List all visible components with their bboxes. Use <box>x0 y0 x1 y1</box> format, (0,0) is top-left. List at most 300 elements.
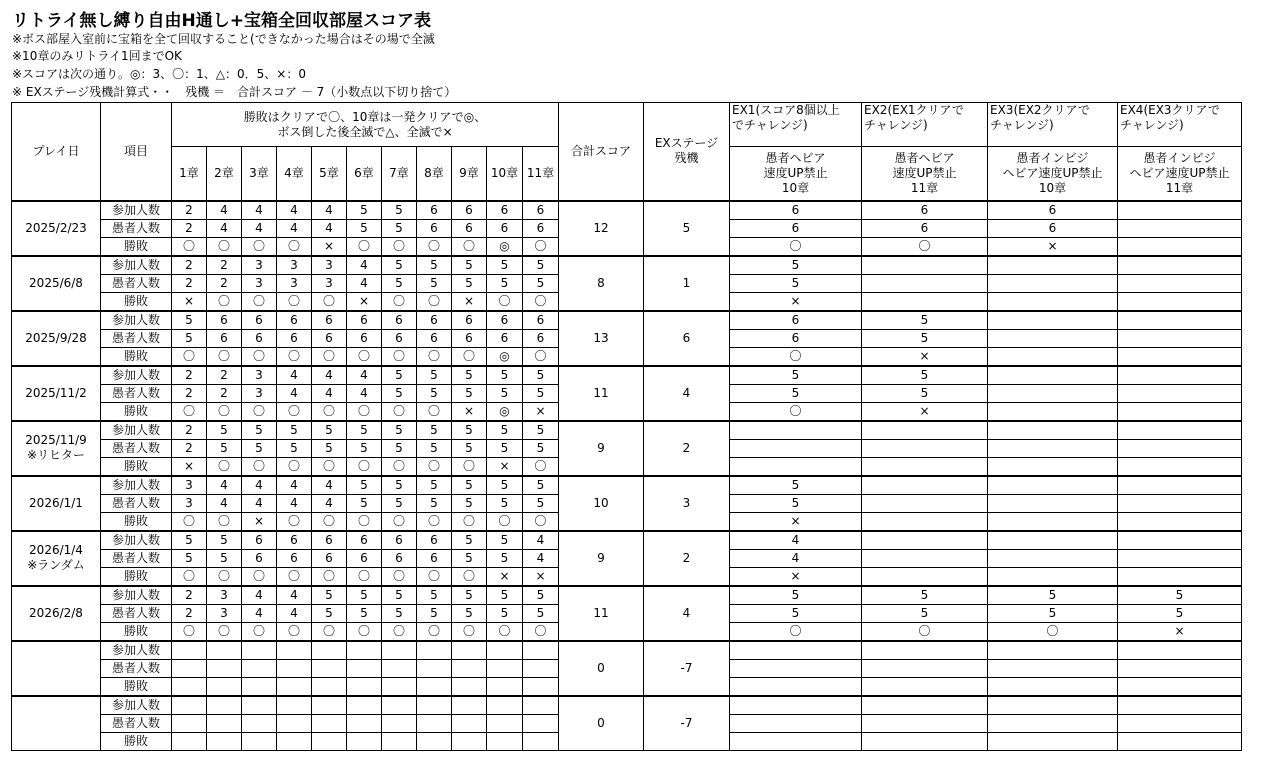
count-cell: 6 <box>207 330 242 348</box>
ex-lives-cell: 3 <box>644 476 730 531</box>
count-cell <box>277 641 312 660</box>
count-cell: 5 <box>382 366 417 385</box>
count-cell: 4 <box>242 495 277 513</box>
result-cell: × <box>452 293 487 311</box>
count-cell <box>382 696 417 715</box>
ex-cell: 4 <box>730 531 862 550</box>
result-cell: ◎ <box>487 403 523 421</box>
ex-cell <box>1118 513 1242 531</box>
ex-cell <box>988 348 1118 366</box>
count-cell: 4 <box>207 220 242 238</box>
result-cell <box>312 678 347 696</box>
ex-lives-cell: -7 <box>644 696 730 751</box>
row-label: 愚者人数 <box>101 660 172 678</box>
play-date: 2025/11/2 <box>25 385 87 400</box>
row-label: 勝敗 <box>101 403 172 421</box>
count-cell: 4 <box>277 220 312 238</box>
result-cell: 〇 <box>523 348 559 366</box>
result-cell: 〇 <box>242 348 277 366</box>
count-cell: 3 <box>242 275 277 293</box>
ex-condition <box>730 147 862 201</box>
ex-cell <box>988 641 1118 660</box>
count-cell <box>523 715 559 733</box>
ex-cell: 6 <box>862 201 988 220</box>
result-cell: 〇 <box>312 623 347 641</box>
count-cell: 4 <box>277 476 312 495</box>
row-label: 勝敗 <box>101 733 172 751</box>
row-label: 愚者人数 <box>101 330 172 348</box>
ex-cell: 5 <box>862 330 988 348</box>
play-date-cell <box>12 586 101 641</box>
total-score-cell: 0 <box>559 696 644 751</box>
result-cell: × <box>452 403 487 421</box>
count-cell <box>382 715 417 733</box>
ex-cell <box>862 568 988 586</box>
count-cell <box>312 660 347 678</box>
count-cell: 5 <box>417 366 452 385</box>
count-cell: 5 <box>417 256 452 275</box>
ex-cell: 5 <box>862 311 988 330</box>
result-cell: 〇 <box>207 623 242 641</box>
result-cell: 〇 <box>242 403 277 421</box>
result-cell: 〇 <box>487 293 523 311</box>
count-cell: 5 <box>523 440 559 458</box>
count-cell: 5 <box>207 421 242 440</box>
row-label: 勝敗 <box>101 678 172 696</box>
result-cell: × <box>347 293 382 311</box>
count-cell: 4 <box>523 550 559 568</box>
count-cell: 2 <box>172 440 207 458</box>
count-cell: 5 <box>172 311 207 330</box>
ex-cell <box>1118 696 1242 715</box>
count-cell: 6 <box>347 550 382 568</box>
ex-cell <box>730 421 862 440</box>
result-cell: 〇 <box>172 623 207 641</box>
result-cell: × <box>172 458 207 476</box>
count-cell: 5 <box>242 421 277 440</box>
total-score-cell: 0 <box>559 641 644 696</box>
ex-cell: 6 <box>988 201 1118 220</box>
count-cell: 5 <box>487 586 523 605</box>
count-cell: 4 <box>312 476 347 495</box>
ex-cell: 6 <box>730 201 862 220</box>
count-cell: 3 <box>172 495 207 513</box>
count-cell <box>417 696 452 715</box>
ex-cell <box>862 641 988 660</box>
play-date-cell <box>12 476 101 531</box>
ex-cell <box>1118 568 1242 586</box>
result-cell <box>312 733 347 751</box>
count-cell <box>452 660 487 678</box>
result-cell <box>382 678 417 696</box>
count-cell <box>312 715 347 733</box>
result-cell: 〇 <box>382 513 417 531</box>
count-cell: 5 <box>207 440 242 458</box>
ex-cell: 5 <box>862 366 988 385</box>
count-cell: 4 <box>242 605 277 623</box>
result-cell: 〇 <box>452 458 487 476</box>
result-cell: 〇 <box>277 403 312 421</box>
result-cell: 〇 <box>312 458 347 476</box>
chapter-header: 2章 <box>207 147 242 201</box>
ex-cell: 5 <box>988 586 1118 605</box>
result-cell: 〇 <box>207 458 242 476</box>
result-cell: 〇 <box>277 293 312 311</box>
count-cell <box>487 641 523 660</box>
count-cell: 6 <box>452 311 487 330</box>
ex-cell <box>1118 660 1242 678</box>
result-cell: 〇 <box>382 458 417 476</box>
ex-lives-cell: 2 <box>644 531 730 586</box>
result-cell: 〇 <box>277 458 312 476</box>
ex-cell: 5 <box>730 256 862 275</box>
ex-cell <box>730 440 862 458</box>
count-cell: 5 <box>347 421 382 440</box>
play-date-cell <box>12 641 101 696</box>
ex-cell: 6 <box>730 311 862 330</box>
count-cell: 2 <box>207 366 242 385</box>
result-cell: 〇 <box>417 623 452 641</box>
ex-cell <box>988 476 1118 495</box>
ex-cell: 6 <box>730 220 862 238</box>
count-cell <box>172 715 207 733</box>
count-cell: 5 <box>523 605 559 623</box>
count-cell: 5 <box>172 531 207 550</box>
table-row <box>12 531 1242 550</box>
result-cell: × <box>487 458 523 476</box>
ex-cond3: 10章 <box>1038 180 1067 195</box>
count-cell: 4 <box>312 201 347 220</box>
count-cell: 5 <box>523 366 559 385</box>
result-cell: 〇 <box>172 403 207 421</box>
count-cell: 4 <box>312 366 347 385</box>
count-cell: 3 <box>242 256 277 275</box>
count-cell: 5 <box>487 366 523 385</box>
ex-lives-cell: -7 <box>644 641 730 696</box>
count-cell: 4 <box>207 476 242 495</box>
count-cell: 2 <box>207 256 242 275</box>
result-cell: 〇 <box>347 513 382 531</box>
chapter-header: 6章 <box>347 147 382 201</box>
count-cell: 6 <box>487 220 523 238</box>
result-cell <box>207 678 242 696</box>
count-cell: 6 <box>347 531 382 550</box>
result-cell: 〇 <box>207 238 242 256</box>
result-cell <box>347 678 382 696</box>
result-cell <box>452 678 487 696</box>
count-cell: 2 <box>172 220 207 238</box>
row-label: 愚者人数 <box>101 495 172 513</box>
count-cell: 2 <box>172 256 207 275</box>
ex-cell <box>1118 238 1242 256</box>
ex-title-line1: EX4(EX3クリアで <box>1120 103 1220 117</box>
count-cell <box>312 696 347 715</box>
ex-cell: 5 <box>730 385 862 403</box>
count-cell: 5 <box>417 440 452 458</box>
note-line: ※ボス部屋入室前に宝箱を全て回収すること(できなかった場合はその場で全滅 <box>12 32 435 46</box>
count-cell: 3 <box>207 586 242 605</box>
count-cell <box>382 641 417 660</box>
count-cell: 5 <box>347 201 382 220</box>
count-cell: 3 <box>242 385 277 403</box>
ex-title-line1: EX3(EX2クリアで <box>990 103 1090 117</box>
count-cell: 4 <box>242 220 277 238</box>
count-cell: 5 <box>452 440 487 458</box>
row-label: 勝敗 <box>101 458 172 476</box>
result-cell <box>277 733 312 751</box>
count-cell: 4 <box>207 495 242 513</box>
ex-cell <box>862 275 988 293</box>
ex-cell <box>988 366 1118 385</box>
count-cell: 4 <box>277 366 312 385</box>
count-cell: 5 <box>487 385 523 403</box>
ex-cell: 5 <box>862 586 988 605</box>
chapter-header: 5章 <box>312 147 347 201</box>
row-label: 勝敗 <box>101 293 172 311</box>
count-cell: 4 <box>312 495 347 513</box>
ex-title-line2: チャレンジ) <box>990 118 1054 132</box>
ex-cond2: 速度UP禁止 <box>892 165 957 180</box>
header-item: 項目 <box>101 103 172 201</box>
count-cell: 6 <box>242 531 277 550</box>
count-cell: 6 <box>487 311 523 330</box>
ex-cell <box>988 311 1118 330</box>
count-cell: 5 <box>487 275 523 293</box>
count-cell: 5 <box>487 421 523 440</box>
count-cell <box>487 696 523 715</box>
ex-title-line1: EX2(EX1クリアで <box>864 103 964 117</box>
count-cell: 5 <box>452 275 487 293</box>
count-cell: 2 <box>207 385 242 403</box>
result-cell: 〇 <box>417 403 452 421</box>
count-cell: 4 <box>523 531 559 550</box>
result-cell: × <box>312 238 347 256</box>
count-cell <box>242 696 277 715</box>
play-date-cell <box>12 531 101 586</box>
count-cell: 6 <box>242 330 277 348</box>
ex-cond2: ヘビア速度UP禁止 <box>1002 165 1103 180</box>
ex-cell <box>862 458 988 476</box>
play-date: 2025/2/23 <box>25 220 87 235</box>
count-cell: 5 <box>417 495 452 513</box>
count-cell: 3 <box>172 476 207 495</box>
ex-cell <box>1118 458 1242 476</box>
ex-cell <box>988 715 1118 733</box>
result-cell <box>487 733 523 751</box>
result-cell: 〇 <box>382 568 417 586</box>
result-cell: 〇 <box>417 513 452 531</box>
count-cell <box>382 660 417 678</box>
result-cell: ◎ <box>487 348 523 366</box>
count-cell: 5 <box>523 495 559 513</box>
table-row <box>12 696 1242 715</box>
row-label: 参加人数 <box>101 476 172 495</box>
count-cell: 5 <box>487 495 523 513</box>
ex-cell <box>988 513 1118 531</box>
ex-lives-cell: 4 <box>644 586 730 641</box>
count-cell: 6 <box>347 311 382 330</box>
ex-cell <box>988 421 1118 440</box>
count-cell: 4 <box>347 385 382 403</box>
ex-cell <box>988 568 1118 586</box>
ex-cond1: 愚者ヘビア <box>894 150 955 165</box>
result-cell: 〇 <box>417 238 452 256</box>
ex-cell: × <box>862 403 988 421</box>
ex-cond2: 速度UP禁止 <box>763 165 828 180</box>
count-cell: 6 <box>382 531 417 550</box>
result-cell <box>382 733 417 751</box>
result-cell: 〇 <box>172 513 207 531</box>
count-cell: 5 <box>347 440 382 458</box>
count-cell: 6 <box>312 311 347 330</box>
result-cell <box>417 678 452 696</box>
count-cell: 6 <box>312 531 347 550</box>
count-cell: 6 <box>452 330 487 348</box>
header-ex-lives-line2: 残機 <box>674 151 699 166</box>
total-score-cell: 8 <box>559 256 644 311</box>
ex-condition <box>988 147 1118 201</box>
count-cell: 6 <box>417 220 452 238</box>
count-cell: 5 <box>312 440 347 458</box>
total-score-cell: 9 <box>559 531 644 586</box>
result-cell: 〇 <box>382 293 417 311</box>
ex-cell <box>862 678 988 696</box>
ex-cell <box>862 513 988 531</box>
table-row <box>12 311 1242 330</box>
count-cell <box>207 696 242 715</box>
count-cell: 6 <box>487 201 523 220</box>
count-cell: 5 <box>312 421 347 440</box>
count-cell: 2 <box>172 586 207 605</box>
count-cell <box>452 715 487 733</box>
ex-cell: 5 <box>1118 605 1242 623</box>
table-row <box>12 421 1242 440</box>
count-cell: 5 <box>347 586 382 605</box>
header-play-date: プレイ日 <box>12 103 101 201</box>
ex-lives-cell: 4 <box>644 366 730 421</box>
ex-cond1: 愚者インビジ <box>1016 150 1089 165</box>
ex-cell: × <box>1118 623 1242 641</box>
count-cell: 5 <box>277 440 312 458</box>
row-label: 愚者人数 <box>101 220 172 238</box>
count-cell <box>487 660 523 678</box>
count-cell: 5 <box>382 495 417 513</box>
count-cell: 6 <box>242 550 277 568</box>
result-cell <box>487 678 523 696</box>
ex-cell <box>1118 275 1242 293</box>
ex-cell <box>1118 715 1242 733</box>
ex-cell <box>988 696 1118 715</box>
count-cell: 5 <box>487 531 523 550</box>
result-cell: 〇 <box>242 238 277 256</box>
play-note: ※リヒター <box>26 448 86 462</box>
ex-cell <box>988 733 1118 751</box>
result-cell: 〇 <box>417 568 452 586</box>
result-cell: 〇 <box>242 568 277 586</box>
count-cell: 6 <box>207 311 242 330</box>
count-cell: 4 <box>242 476 277 495</box>
ex-cell: 〇 <box>730 348 862 366</box>
ex-cell <box>862 660 988 678</box>
count-cell <box>172 641 207 660</box>
ex-cell <box>862 696 988 715</box>
result-cell: 〇 <box>277 568 312 586</box>
ex-cell: × <box>988 238 1118 256</box>
header-ex3 <box>988 103 1118 147</box>
row-label: 参加人数 <box>101 586 172 605</box>
chapter-header: 4章 <box>277 147 312 201</box>
count-cell: 5 <box>382 586 417 605</box>
header-ex-lives <box>644 103 730 201</box>
count-cell <box>312 641 347 660</box>
ex-lives-cell: 1 <box>644 256 730 311</box>
ex-lives-cell: 5 <box>644 201 730 256</box>
result-cell <box>172 678 207 696</box>
count-cell <box>172 696 207 715</box>
ex-cell <box>1118 220 1242 238</box>
chapter-header: 11章 <box>523 147 559 201</box>
header-ex2 <box>862 103 988 147</box>
row-label: 勝敗 <box>101 238 172 256</box>
count-cell: 6 <box>382 330 417 348</box>
result-cell: 〇 <box>417 293 452 311</box>
total-score-cell: 12 <box>559 201 644 256</box>
table-row <box>12 366 1242 385</box>
row-label: 参加人数 <box>101 696 172 715</box>
result-cell: 〇 <box>347 348 382 366</box>
result-cell: 〇 <box>382 348 417 366</box>
count-cell: 5 <box>523 586 559 605</box>
count-cell: 5 <box>523 275 559 293</box>
ex-cell <box>730 660 862 678</box>
play-date: 2026/2/8 <box>29 605 83 620</box>
result-cell: 〇 <box>312 568 347 586</box>
ex-cell <box>1118 550 1242 568</box>
header-rule-line1: 勝敗はクリアで〇、10章は一発クリアで◎、 <box>243 109 487 124</box>
count-cell: 6 <box>523 220 559 238</box>
count-cell: 4 <box>242 586 277 605</box>
result-cell: 〇 <box>277 623 312 641</box>
count-cell: 5 <box>242 440 277 458</box>
count-cell: 5 <box>312 605 347 623</box>
row-label: 愚者人数 <box>101 605 172 623</box>
result-cell: 〇 <box>242 293 277 311</box>
count-cell: 3 <box>277 256 312 275</box>
count-cell: 4 <box>207 201 242 220</box>
result-cell: 〇 <box>312 403 347 421</box>
count-cell: 5 <box>452 385 487 403</box>
count-cell: 6 <box>417 311 452 330</box>
total-score-cell: 13 <box>559 311 644 366</box>
count-cell: 5 <box>417 476 452 495</box>
result-cell: 〇 <box>487 513 523 531</box>
count-cell: 4 <box>277 385 312 403</box>
result-cell: 〇 <box>523 293 559 311</box>
result-cell: 〇 <box>277 513 312 531</box>
count-cell: 5 <box>382 440 417 458</box>
result-cell: 〇 <box>452 238 487 256</box>
result-cell: 〇 <box>382 238 417 256</box>
ex-cell <box>988 678 1118 696</box>
count-cell: 5 <box>382 220 417 238</box>
row-label: 愚者人数 <box>101 550 172 568</box>
result-cell: 〇 <box>207 513 242 531</box>
row-label: 参加人数 <box>101 366 172 385</box>
count-cell: 4 <box>347 256 382 275</box>
ex-title-line2: チャレンジ) <box>1120 118 1184 132</box>
result-cell: 〇 <box>487 623 523 641</box>
play-note: ※ランダム <box>27 558 85 572</box>
